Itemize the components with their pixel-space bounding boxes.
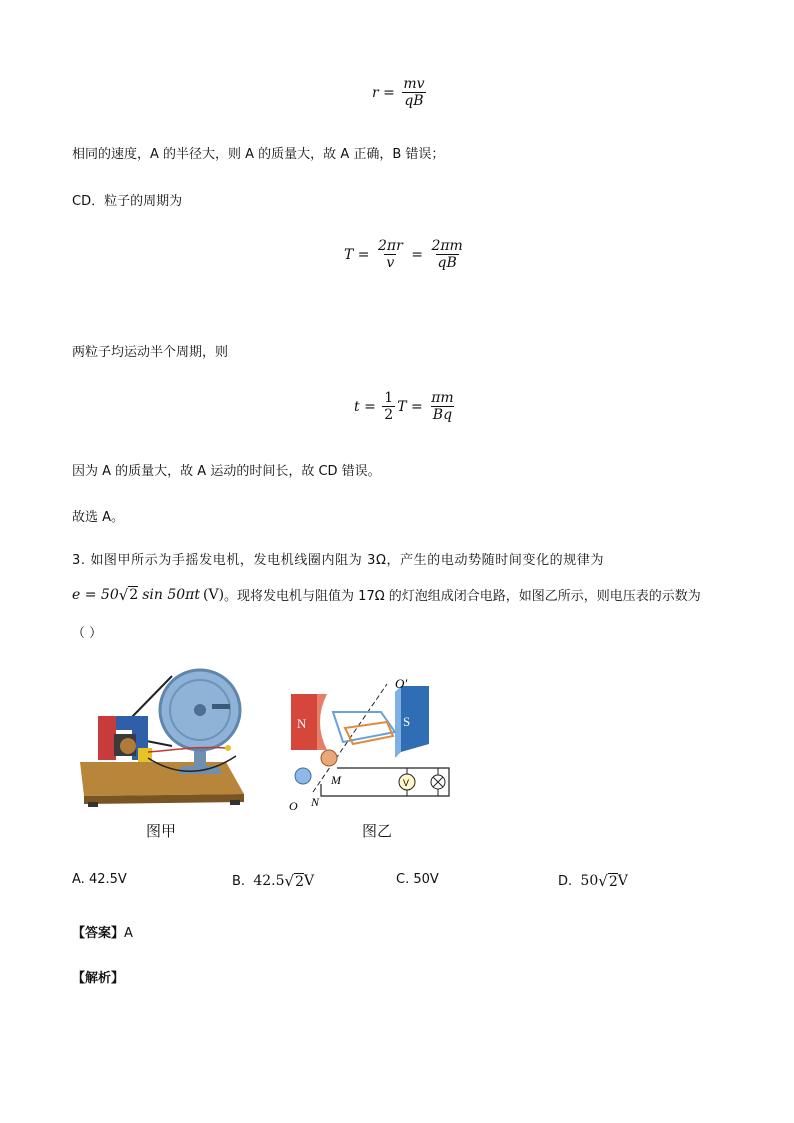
eq3-lhs: t [354, 398, 360, 415]
eq3-den1: 2 [384, 407, 394, 423]
wire-red [148, 747, 226, 752]
option-d-radicand: 2 [608, 873, 618, 890]
option-d-label: D. [558, 873, 573, 889]
text-half-period: 两粒子均运动半个周期，则 [72, 345, 229, 360]
slip-ring-m [321, 750, 337, 766]
eq3-mid: T [397, 398, 407, 415]
eq2-fraction-1 [376, 238, 405, 271]
equals-sign: = [359, 398, 381, 415]
eq2-num1: 2πr [377, 238, 403, 254]
option-d-unit: V [617, 873, 628, 889]
option-a-label: A. [72, 872, 85, 887]
wooden-base [80, 762, 244, 796]
question-3-intro: 3. 如图甲所示为手摇发电机，发电机线圈内阻为 3Ω，产生的电动势随时间变化的规律为 [72, 553, 605, 568]
sqrt-symbol: √ [598, 872, 608, 890]
eq2-den1: v [386, 255, 395, 271]
equation-period [344, 238, 467, 271]
eq2-num2: 2πm [431, 238, 463, 254]
magnet-s-face [395, 686, 401, 758]
label-n: N [297, 716, 307, 731]
answer-value: A [124, 926, 133, 941]
option-c [396, 872, 439, 887]
option-b-value: 42.5 [253, 873, 285, 889]
formula-rest: sin 50πt [142, 586, 200, 603]
sqrt-symbol: √ [284, 872, 295, 890]
equals-sign: = [378, 84, 400, 101]
option-b-unit: V [303, 873, 315, 889]
answer-blank: （ ） [72, 626, 103, 641]
eq3-fraction-2 [429, 390, 455, 423]
label-m: M [331, 773, 341, 787]
sqrt-symbol: √ [118, 585, 129, 604]
label-v: V [403, 778, 410, 788]
magnet-n-face [317, 694, 327, 750]
crank-handle [212, 704, 230, 709]
eq2-fraction-2 [429, 238, 464, 271]
equation-radius [372, 76, 429, 109]
slip-ring-n [295, 768, 311, 784]
eq3-num2: πm [431, 390, 454, 406]
equals-sign: = [353, 246, 374, 263]
option-d [558, 872, 628, 890]
label-o-prime: O′ [395, 676, 408, 691]
question-3-line2 [72, 585, 701, 604]
answer-tag: 【答案】 [72, 926, 125, 941]
option-b-radicand: 2 [295, 873, 304, 890]
eq2-lhs: T [344, 246, 354, 263]
eq1-fraction [401, 76, 426, 109]
magnet-red-pole [98, 716, 116, 760]
option-a [72, 872, 127, 887]
formula-unit: (V) [203, 586, 225, 603]
option-c-value: 50V [413, 872, 439, 887]
eq3-den2: Bq [432, 407, 453, 423]
text-cd-period: CD．粒子的周期为 [72, 194, 183, 209]
label-n-brush: N [311, 795, 320, 809]
formula-e: e = 50 [72, 586, 119, 603]
eq1-denominator: qB [404, 93, 424, 109]
figure-1-caption: 图甲 [146, 822, 177, 840]
eq1-lhs: r [372, 84, 379, 101]
label-s: S [403, 714, 411, 729]
lamp-socket [225, 745, 231, 751]
figure-generator-schematic [283, 672, 453, 814]
eq2-den2: qB [437, 255, 457, 271]
text-because: 因为 A 的质量大，故 A 运动的时间长，故 CD 错误。 [72, 464, 381, 479]
foot [230, 800, 240, 805]
eq1-numerator: mv [403, 76, 425, 92]
foot [88, 802, 98, 807]
formula-sqrt-radicand: 2 [129, 587, 139, 603]
option-d-value: 50 [580, 873, 599, 889]
text-same-speed: 相同的速度，A 的半径大，则 A 的质量大，故 A 正确，B 错误； [72, 147, 445, 162]
coil-winding [120, 738, 136, 754]
eq3-fraction-1 [382, 390, 395, 423]
text-choose: 故选 A。 [72, 510, 125, 525]
eq3-num1: 1 [384, 390, 394, 406]
answer-line [72, 922, 133, 941]
equation-time [354, 390, 458, 423]
option-c-label: C. [396, 872, 410, 887]
figure-2-caption: 图乙 [362, 822, 393, 840]
equals-sign: = [406, 246, 428, 263]
question-3-line2-text: 。现将发电机与阻值为 17Ω 的灯泡组成闭合电路，如图乙所示，则电压表的示数为 [224, 589, 701, 604]
option-a-value: 42.5V [88, 872, 127, 887]
option-b [232, 872, 314, 890]
figure-hand-crank-generator [76, 666, 254, 808]
wheel-hub [194, 704, 206, 716]
label-o: O [289, 799, 298, 813]
option-b-label: B. [232, 873, 246, 889]
equals-sign: = [406, 398, 428, 415]
analysis-tag: 【解析】 [72, 971, 125, 986]
